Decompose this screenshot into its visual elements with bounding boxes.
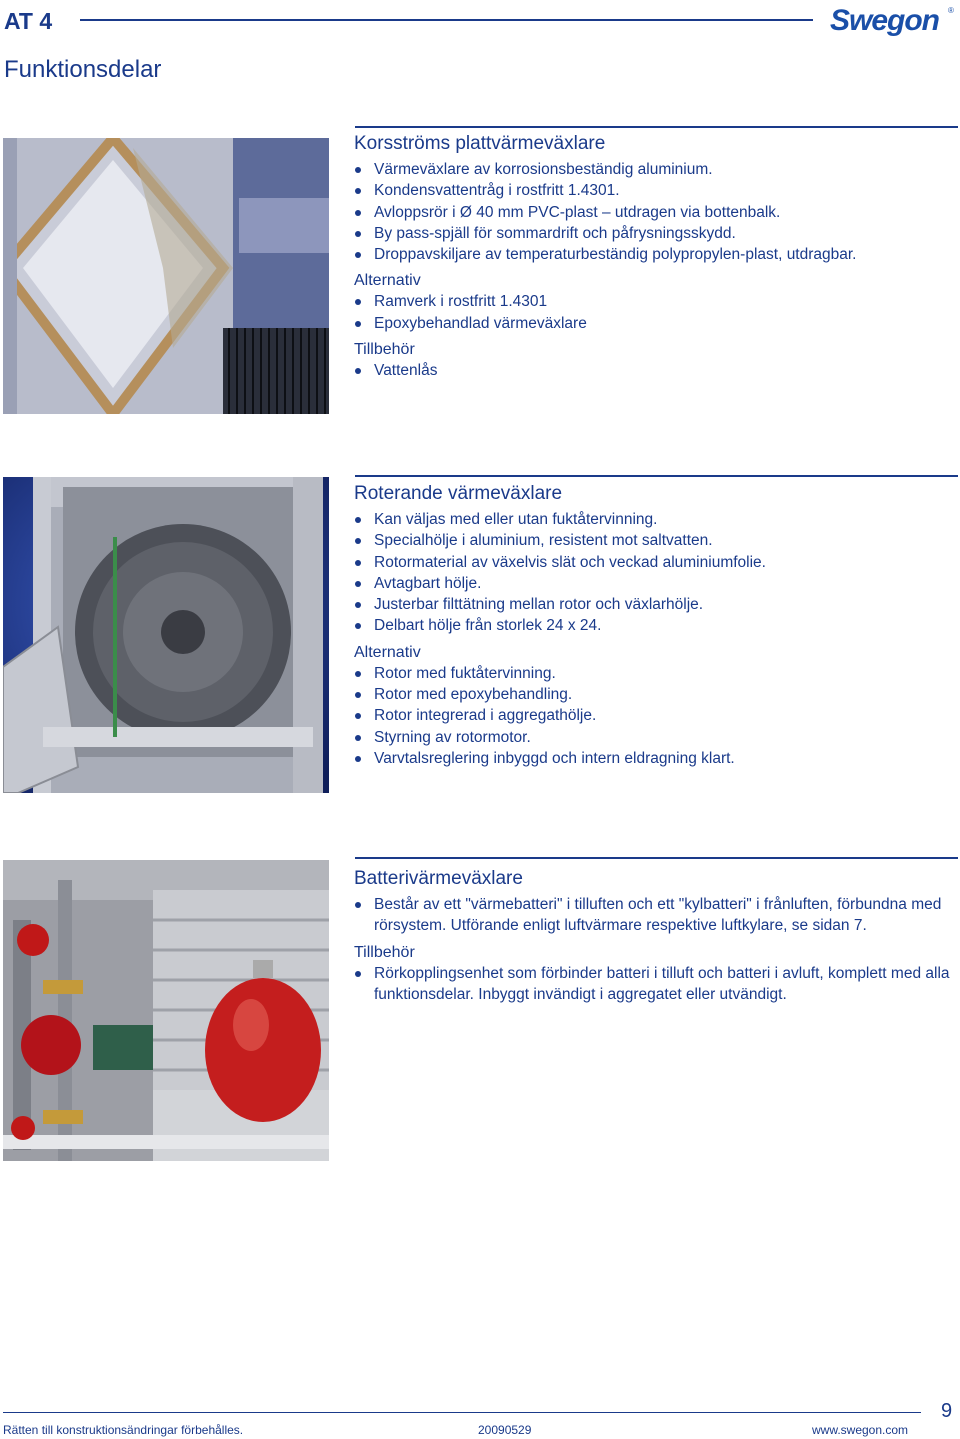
alternatives-list (354, 663, 958, 769)
section-title: Korsströms plattvärmeväxlare (354, 133, 606, 154)
list-item: Justerbar filttätning mellan rotor och växlarhölje. (354, 594, 958, 615)
logo-wordmark: Swegon (830, 4, 940, 37)
section-rule-2 (355, 475, 958, 477)
section-title: Roterande värmeväxlare (354, 483, 563, 504)
list-item: Rörkopplingsenhet som förbinder batteri i tilluft och batteri i avluft, komplett med alla funktionsdelar. Inbyggt invändigt i aggregatet eller utvändigt. (354, 963, 958, 1006)
list-item: Specialhölje i aluminium, resistent mot saltvatten. (354, 530, 958, 551)
list-item: Rotor integrerad i aggregathölje. (354, 705, 958, 726)
list-item: Kan väljas med eller utan fuktåtervinning. (354, 509, 958, 530)
list-item: By pass-spjäll för sommardrift och påfrysningsskydd. (354, 223, 958, 244)
feature-list (354, 894, 958, 937)
list-item: Värmeväxlare av korrosionsbeständig aluminium. (354, 159, 958, 180)
page-heading: Funktionsdelar (4, 56, 162, 83)
accessories-list (354, 360, 958, 381)
swegon-logo (830, 2, 956, 40)
list-item: Vattenlås (354, 360, 958, 381)
section-rule-1 (355, 126, 958, 128)
coil-heat-exchanger-photo (3, 860, 329, 1161)
list-item: Avtagbart hölje. (354, 573, 958, 594)
feature-list (354, 159, 958, 265)
list-item: Epoxybehandlad värmeväxlare (354, 313, 958, 334)
registered-mark: ® (948, 6, 954, 15)
accessories-heading: Tillbehör (354, 341, 415, 359)
list-item: Kondensvattentråg i rostfritt 1.4301. (354, 180, 958, 201)
list-item: Rotor med epoxybehandling. (354, 684, 958, 705)
section-title: Batterivärmeväxlare (354, 868, 523, 889)
alternatives-heading: Alternativ (354, 643, 421, 661)
list-item: Delbart hölje från storlek 24 x 24. (354, 615, 958, 636)
list-item: Avloppsrör i Ø 40 mm PVC-plast – utdragen via bottenbalk. (354, 202, 958, 223)
page-number: 9 (941, 1400, 953, 1422)
list-item: Ramverk i rostfritt 1.4301 (354, 291, 958, 312)
section-rotary-heat-exchanger (354, 483, 958, 769)
alternatives-heading: Alternativ (354, 272, 421, 290)
alternatives-list (354, 291, 958, 334)
list-item: Droppavskiljare av temperaturbeständig polypropylen-plast, utdragbar. (354, 244, 958, 265)
list-item: Består av ett "värmebatteri" i tilluften och ett "kylbatteri" i frånluften, förbundna med rörsystem. Utförande enligt luftvärmare respektive luftkylare, se sidan 7. (354, 894, 958, 937)
list-item: Styrning av rotormotor. (354, 727, 958, 748)
accessories-list (354, 963, 958, 1006)
document-code: AT 4 (4, 8, 53, 34)
section-plate-heat-exchanger (354, 133, 958, 381)
section-rule-3 (355, 857, 958, 859)
header-rule (80, 19, 813, 21)
rotary-heat-exchanger-photo (3, 477, 329, 793)
footer-disclaimer: Rätten till konstruktionsändringar förbehålles. (3, 1423, 244, 1437)
accessories-heading: Tillbehör (354, 943, 415, 961)
list-item: Rotormaterial av växelvis slät och veckad aluminiumfolie. (354, 552, 958, 573)
list-item: Rotor med fuktåtervinning. (354, 663, 958, 684)
footer-website: www.swegon.com (812, 1423, 909, 1437)
footer-rule (3, 1412, 921, 1413)
footer-date: 20090529 (478, 1423, 532, 1437)
list-item: Varvtalsreglering inbyggd och intern eldragning klart. (354, 748, 958, 769)
feature-list (354, 509, 958, 637)
plate-heat-exchanger-photo (3, 138, 329, 414)
section-coil-heat-exchanger (354, 868, 958, 1005)
